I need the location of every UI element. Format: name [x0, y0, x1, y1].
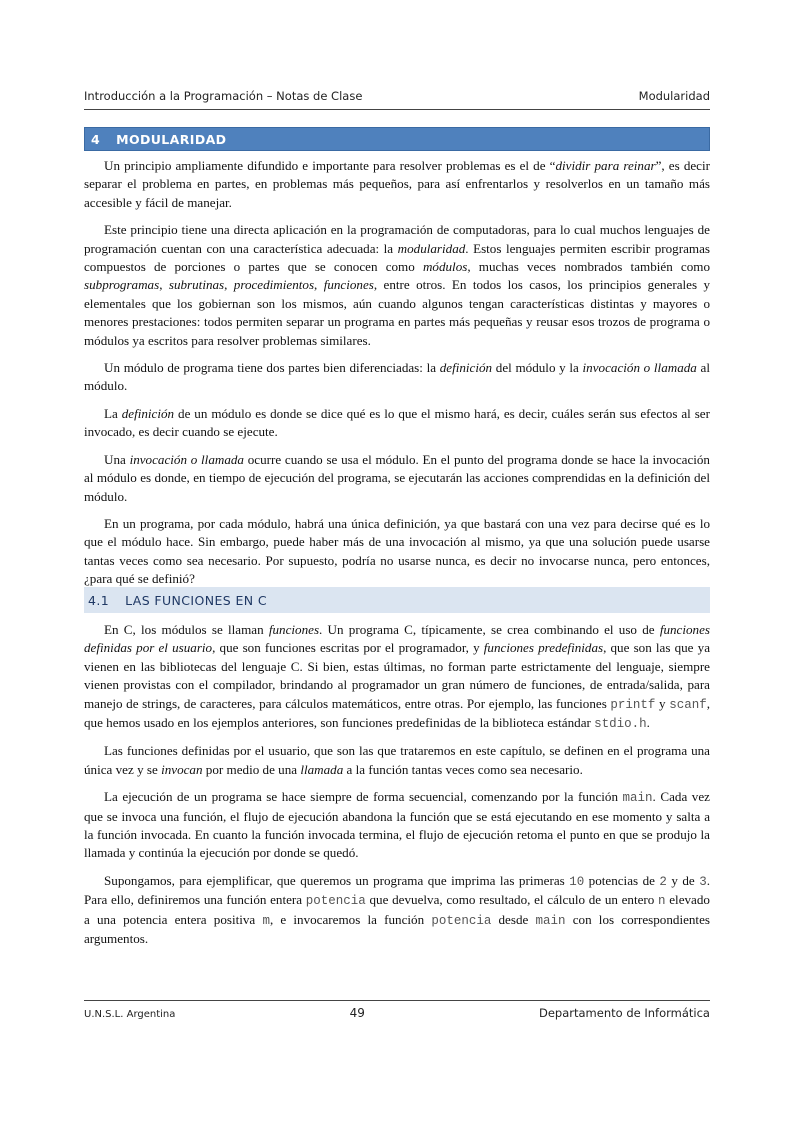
body-paragraph: La definición de un módulo es donde se dice qué es lo que el mismo hará, es decir, cuáles serán sus efectos al ser invocado, es decir cuando se ejecute. — [84, 405, 710, 440]
header-chapter: Modularidad — [638, 89, 710, 103]
subsection-body — [84, 621, 710, 958]
inline-code: m — [262, 913, 270, 928]
emphasis: dividir para reinar — [555, 158, 656, 173]
emphasis: definición — [121, 405, 175, 421]
page-footer — [84, 1006, 710, 1020]
body-paragraph: Un principio ampliamente difundido e importante para resolver problemas es el de “dividir para reinar”, es decir separar el problema en partes, en problemas más pequeños, para así enfrentarlos y resolverlos en un tamaño más accesible y fácil de manejar. — [84, 158, 710, 210]
header-divider — [84, 109, 710, 110]
body-paragraph: Este principio tiene una directa aplicación en la programación de computadoras, para lo cual muchos lenguajes de programación cuentan con una característica adecuada: la modularidad. Estos lenguajes permiten escribir programas compuestos de porciones o partes que se conocen como módulos, muchas veces nombrados también como subprogramas, subrutinas, procedimientos, funciones, entre otros. En todos los casos, los principios generales y elementales que los gobiernan son los mismos, aún cuando algunos tengan características distintas y mayores o menores prestaciones: todos permiten separar un programa en partes más pequeñas y reusar esos trozos de programa o módulos ya escritos para resolver problemas similares. — [84, 222, 711, 348]
inline-code: n — [658, 894, 666, 909]
inline-code: stdio.h — [594, 717, 647, 732]
inline-code: scanf — [669, 697, 707, 712]
inline-code: main — [535, 913, 566, 928]
body-paragraph: En C, los módulos se llaman funciones. Un programa C, típicamente, se crea combinando el uso de funciones definidas por el usuario, que son funciones escritas por el programador, y funciones predefinidas, que son las que ya vienen en las bibliotecas del lenguaje C. Si bien, estas últimas, no forman parte estrictamente del lenguaje, siempre vienen provistas con el compilador, brindando al programador un gran número de funciones, de entrada/salida, para manejo de strings, de caracteres, para cálculos matemáticos, entre otras. Por ejemplo, las funciones printf y scanf, que hemos usado en los ejemplos anteriores, son funciones predefinidas de la biblioteca estándar stdio.h. — [84, 622, 711, 732]
inline-code: 3 — [699, 874, 707, 889]
emphasis: subprogramas — [84, 277, 160, 293]
body-paragraph: Supongamos, para ejemplificar, que queremos un programa que imprima las primeras 10 potencias de 2 y de 3. Para ello, definiremos una función entera potencia que devuelva, como resultado, el cálculo de un entero n elevado a una potencia entera positiva m, e invocaremos la función potencia desde main con los correspondientes argumentos. — [84, 872, 710, 947]
section-body — [84, 157, 710, 598]
inline-code: printf — [610, 697, 656, 712]
inline-code: potencia — [431, 913, 492, 928]
emphasis: invocan — [161, 761, 203, 777]
page-number: 49 — [349, 1006, 365, 1020]
emphasis: módulos — [422, 259, 468, 275]
section-title: MODULARIDAD — [116, 131, 227, 147]
emphasis: funciones — [323, 277, 374, 293]
body-paragraph: En un programa, por cada módulo, habrá una única definición, ya que bastará con una vez para decirse qué es lo que el módulo hace. Sin embargo, puede haber más de una invocación al mismo, ya que una solución puede usarse tantas veces como sea necesario. Por supuesto, podría no usarse nunca, es decir no invocarse nunca, pero entonces, ¿para qué se definió? — [84, 515, 710, 587]
body-paragraph: Las funciones definidas por el usuario, que son las que trataremos en este capítulo, se definen en el programa una única vez y se invocan por medio de una llamada a la función tantas veces como sea necesario. — [84, 743, 710, 777]
footer-department: Departamento de Informática — [539, 1006, 710, 1020]
section-heading — [84, 127, 710, 151]
emphasis: invocación o llamada — [129, 451, 244, 467]
header-title: Introducción a la Programación – Notas de Clase — [84, 89, 363, 103]
inline-code: potencia — [305, 894, 366, 909]
inline-code: 2 — [659, 874, 667, 889]
emphasis: funciones predefinidas — [483, 640, 604, 656]
subsection-number: 4.1 — [88, 592, 110, 608]
body-paragraph: Una invocación o llamada ocurre cuando se usa el módulo. En el punto del programa donde se hace la invocación al módulo es donde, en tiempo de ejecución del programa, se ejecutarán las acciones comprendidas en la definición del módulo. — [84, 451, 710, 504]
footer-divider — [84, 1000, 710, 1001]
body-paragraph: Un módulo de programa tiene dos partes bien diferenciadas: la definición del módulo y la invocación o llamada al módulo. — [84, 360, 710, 394]
subsection-heading — [84, 587, 710, 613]
emphasis: procedimientos — [233, 277, 315, 293]
emphasis: modularidad — [397, 240, 466, 256]
emphasis: definición — [439, 360, 493, 376]
emphasis: subrutinas — [168, 277, 225, 293]
inline-code: 10 — [569, 874, 585, 889]
section-number: 4 — [91, 131, 101, 147]
body-paragraph: La ejecución de un programa se hace siempre de forma secuencial, comenzando por la función main. Cada vez que se invoca una función, el flujo de ejecución abandona la función que se está ejecutando en ese momento y salta a la función invocada. En cuanto la función invocada termina, el flujo de ejecución retoma el punto en que se produjo la llamada y continúa la ejecución por donde se quedó. — [84, 789, 710, 861]
footer-institution: U.N.S.L. Argentina — [84, 1009, 176, 1020]
emphasis: funciones definidas por el usuario — [84, 622, 710, 656]
emphasis: invocación o llamada — [582, 360, 697, 376]
inline-code: main — [622, 791, 653, 806]
subsection-title: LAS FUNCIONES EN C — [125, 592, 268, 608]
page-header — [84, 89, 710, 103]
emphasis: llamada — [300, 761, 344, 777]
emphasis: funciones — [268, 622, 320, 637]
